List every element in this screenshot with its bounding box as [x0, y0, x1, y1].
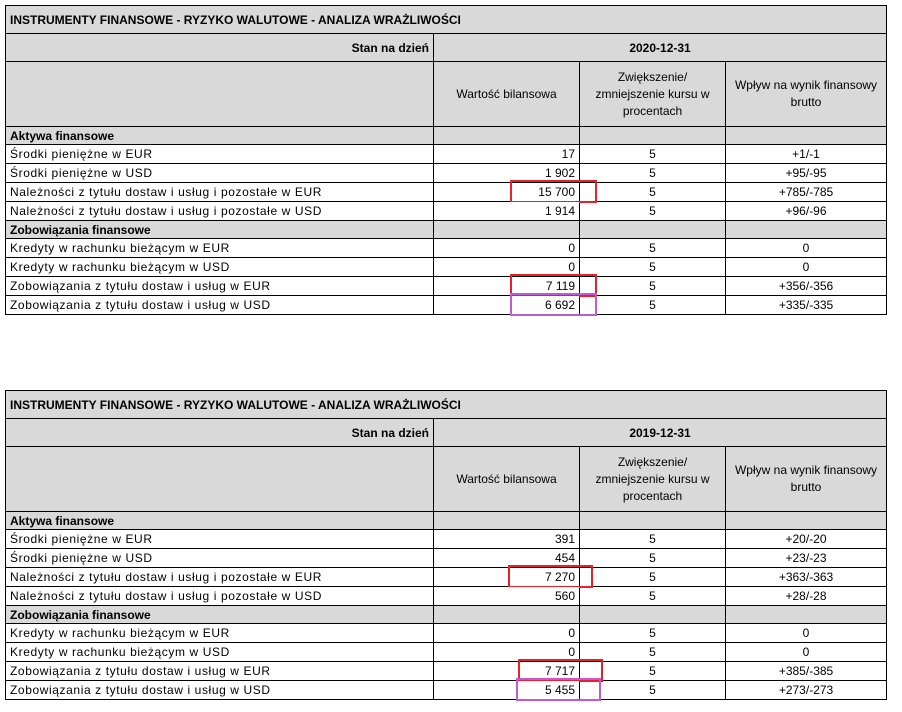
stan-label [6, 34, 434, 62]
col-header-effect: Wpływ na wynik finansowy brutto [726, 447, 887, 512]
stan-label-text: Stan na dzień [351, 425, 429, 440]
value-cell: 0 [434, 239, 580, 258]
value-cell: 6 692 [434, 296, 580, 315]
col-header-effect: Wpływ na wynik finansowy brutto [726, 62, 887, 127]
stan-label-text: Stan na dzień [351, 40, 429, 55]
table-row: Kredyty w rachunku bieżącym w EUR 0 5 0 [6, 624, 887, 643]
sensitivity-table-2019 [5, 390, 886, 700]
value-cell: 7 119 [434, 277, 580, 296]
section-assets: Aktywa finansowe [6, 512, 434, 530]
header-blank [6, 62, 434, 127]
table-row: Środki pieniężne w EUR 17 5 +1/-1 [6, 145, 887, 164]
col-header-value: Wartość bilansowa [434, 447, 580, 512]
col-header-value: Wartość bilansowa [434, 62, 580, 127]
value-cell: 0 [434, 258, 580, 277]
col-header-change: Zwiększenie/ zmniejszenie kursu w procentach [580, 447, 726, 512]
value-cell: 15 700 [434, 183, 580, 202]
sensitivity-table-2020 [5, 5, 886, 315]
table-row: Należności z tytułu dostaw i usług i pozostałe w EUR 15 700 5 +785/-785 [6, 183, 887, 202]
table-title: INSTRUMENTY FINANSOWE - RYZYKO WALUTOWE - ANALIZA WRAŻLIWOŚCI [6, 391, 887, 419]
value-cell: 0 [434, 624, 580, 643]
value-cell: 391 [434, 530, 580, 549]
table-row: Należności z tytułu dostaw i usług i pozostałe w USD 1 914 5 +96/-96 [6, 202, 887, 221]
stan-label [6, 419, 434, 447]
table-row: Zobowiązania z tytułu dostaw i usług w EUR 7 119 5 +356/-356 [6, 277, 887, 296]
section-liabilities: Zobowiązania finansowe [6, 221, 434, 239]
section-assets: Aktywa finansowe [6, 127, 434, 145]
value-cell: 17 [434, 145, 580, 164]
report-date: 2020-12-31 [434, 34, 887, 62]
value-cell: 1 902 [434, 164, 580, 183]
value-cell: 1 914 [434, 202, 580, 221]
table-row: Zobowiązania z tytułu dostaw i usług w USD 5 455 5 +273/-273 [6, 681, 887, 700]
table-row: Środki pieniężne w USD 454 5 +23/-23 [6, 549, 887, 568]
value-cell: 560 [434, 587, 580, 606]
header-blank [6, 447, 434, 512]
value-cell: 0 [434, 643, 580, 662]
value-cell: 5 455 [434, 681, 580, 700]
table-row: Kredyty w rachunku bieżącym w EUR 0 5 0 [6, 239, 887, 258]
table-row: Środki pieniężne w EUR 391 5 +20/-20 [6, 530, 887, 549]
table-row: Należności z tytułu dostaw i usług i pozostałe w EUR 7 270 5 +363/-363 [6, 568, 887, 587]
value-cell: 7 717 [434, 662, 580, 681]
table-title: INSTRUMENTY FINANSOWE - RYZYKO WALUTOWE - ANALIZA WRAŻLIWOŚCI [6, 6, 887, 34]
report-date: 2019-12-31 [434, 419, 887, 447]
section-liabilities: Zobowiązania finansowe [6, 606, 434, 624]
table-row: Należności z tytułu dostaw i usług i pozostałe w USD 560 5 +28/-28 [6, 587, 887, 606]
col-header-change: Zwiększenie/ zmniejszenie kursu w procentach [580, 62, 726, 127]
table-row: Zobowiązania z tytułu dostaw i usług w EUR 7 717 5 +385/-385 [6, 662, 887, 681]
table-row: Środki pieniężne w USD 1 902 5 +95/-95 [6, 164, 887, 183]
table-row: Kredyty w rachunku bieżącym w USD 0 5 0 [6, 643, 887, 662]
value-cell: 7 270 [434, 568, 580, 587]
table-row: Kredyty w rachunku bieżącym w USD 0 5 0 [6, 258, 887, 277]
table-row: Zobowiązania z tytułu dostaw i usług w USD 6 692 5 +335/-335 [6, 296, 887, 315]
value-cell: 454 [434, 549, 580, 568]
